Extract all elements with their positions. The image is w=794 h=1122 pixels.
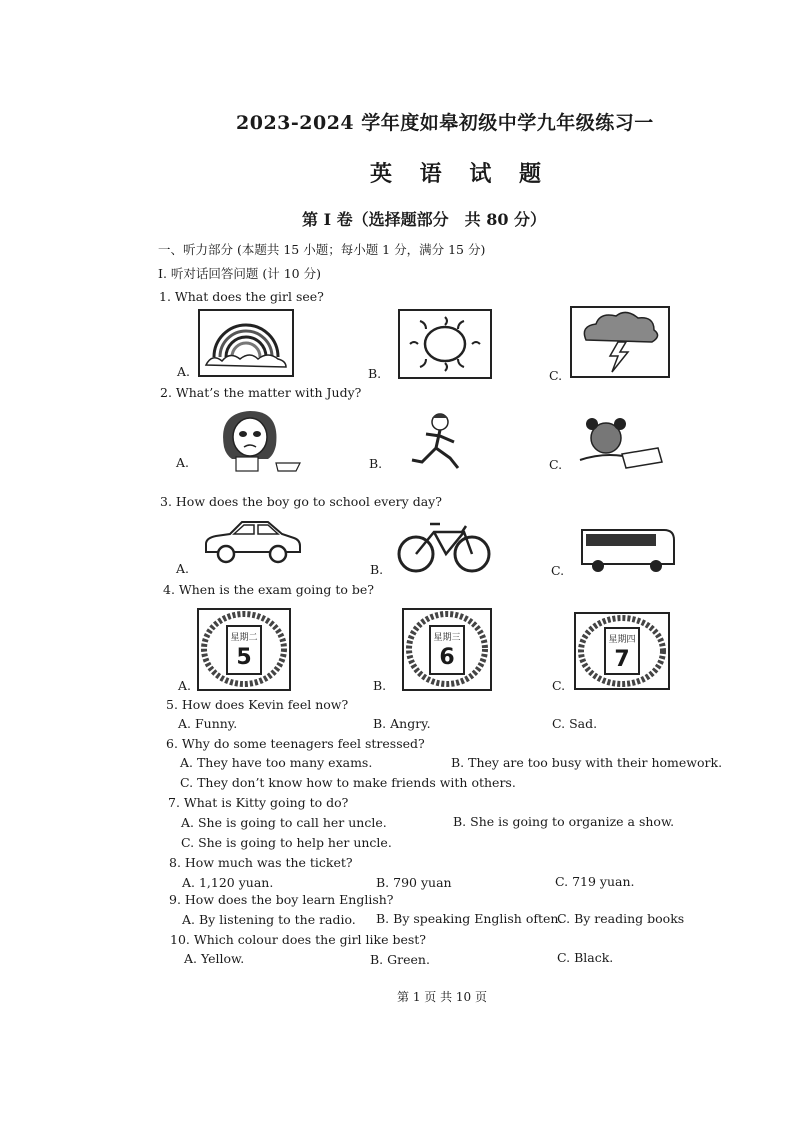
- q8-option-a[interactable]: A. 1,120 yuan.: [182, 875, 274, 890]
- question-1: 1. What does the girl see?: [159, 289, 324, 304]
- calendar-day: 6: [439, 645, 455, 670]
- q3-option-c[interactable]: C.: [551, 563, 565, 578]
- q5-option-a[interactable]: A. Funny.: [178, 716, 238, 731]
- reading-girl-icon: [570, 410, 668, 474]
- question-4: 4. When is the exam going to be?: [163, 582, 374, 597]
- calendar-day: 7: [614, 647, 630, 672]
- calendar-weekday: 星期四: [608, 635, 636, 645]
- calendar-weekday: 星期二: [230, 633, 258, 643]
- q7-option-b[interactable]: B. She is going to organize a show.: [453, 814, 675, 829]
- q7-option-c[interactable]: C. She is going to help her uncle.: [181, 835, 392, 850]
- q1-option-a[interactable]: A.: [177, 364, 191, 379]
- sun-icon: [398, 309, 492, 379]
- calendar-day: 5: [236, 645, 252, 670]
- question-10: 10. Which colour does the girl like best?: [170, 932, 427, 947]
- bicycle-icon: [396, 518, 492, 576]
- q5-option-b[interactable]: B. Angry.: [373, 716, 431, 731]
- exam-subtitle: 英 语 试 题: [370, 161, 551, 187]
- q2-option-c[interactable]: C.: [549, 457, 563, 472]
- q10-option-c[interactable]: C. Black.: [557, 950, 614, 965]
- question-8: 8. How much was the ticket?: [169, 855, 353, 870]
- q9-option-a[interactable]: A. By listening to the radio.: [182, 912, 356, 927]
- q9-option-b[interactable]: B. By speaking English often.: [376, 911, 563, 926]
- q9-option-c[interactable]: C. By reading books: [557, 911, 685, 926]
- crying-girl-icon: [210, 407, 306, 475]
- q4-option-a[interactable]: A.: [178, 678, 192, 693]
- question-6: 6. Why do some teenagers feel stressed?: [166, 736, 425, 751]
- calendar-icon: [197, 608, 291, 691]
- volume-heading: 第 I 卷（选择题部分 共 80 分）: [302, 210, 547, 229]
- q4-option-b[interactable]: B.: [373, 678, 387, 693]
- q1-option-b[interactable]: B.: [368, 366, 382, 381]
- page-footer: 第 1 页 共 10 页: [397, 990, 487, 1004]
- question-5: 5. How does Kevin feel now?: [166, 697, 349, 712]
- bus-icon: [578, 520, 678, 576]
- q3-option-a[interactable]: A.: [176, 561, 190, 576]
- question-7: 7. What is Kitty going to do?: [168, 795, 349, 810]
- exam-title: 2023-2024 学年度如皋初级中学九年级练习一: [236, 112, 654, 134]
- calendar-weekday: 星期三: [433, 633, 461, 643]
- q10-option-b[interactable]: B. Green.: [370, 952, 430, 967]
- q2-option-b[interactable]: B.: [369, 456, 383, 471]
- question-2: 2. What’s the matter with Judy?: [160, 385, 362, 400]
- question-3: 3. How does the boy go to school every day?: [160, 494, 442, 509]
- q6-option-b[interactable]: B. They are too busy with their homework.: [451, 755, 723, 770]
- q7-option-a[interactable]: A. She is going to call her uncle.: [181, 815, 387, 830]
- car-icon: [202, 518, 302, 568]
- q8-option-b[interactable]: B. 790 yuan: [376, 875, 452, 890]
- thunderstorm-icon: [570, 306, 670, 378]
- q8-option-c[interactable]: C. 719 yuan.: [555, 874, 635, 889]
- rainbow-icon: [198, 309, 294, 377]
- q6-option-c[interactable]: C. They don’t know how to make friends with others.: [180, 775, 516, 790]
- calendar-icon: [574, 612, 670, 690]
- calendar-icon: [402, 608, 492, 691]
- running-girl-icon: [400, 410, 476, 476]
- question-9: 9. How does the boy learn English?: [169, 892, 394, 907]
- q4-option-c[interactable]: C.: [552, 678, 566, 693]
- q10-option-a[interactable]: A. Yellow.: [184, 951, 245, 966]
- q2-option-a[interactable]: A.: [176, 455, 190, 470]
- part-heading: 一、听力部分 (本题共 15 小题；每小题 1 分，满分 15 分): [158, 242, 486, 257]
- q1-option-c[interactable]: C.: [549, 368, 563, 383]
- q6-option-a[interactable]: A. They have too many exams.: [180, 755, 373, 770]
- q5-option-c[interactable]: C. Sad.: [552, 716, 598, 731]
- q3-option-b[interactable]: B.: [370, 562, 384, 577]
- section-heading: I. 听对话回答问题 (计 10 分): [158, 266, 321, 281]
